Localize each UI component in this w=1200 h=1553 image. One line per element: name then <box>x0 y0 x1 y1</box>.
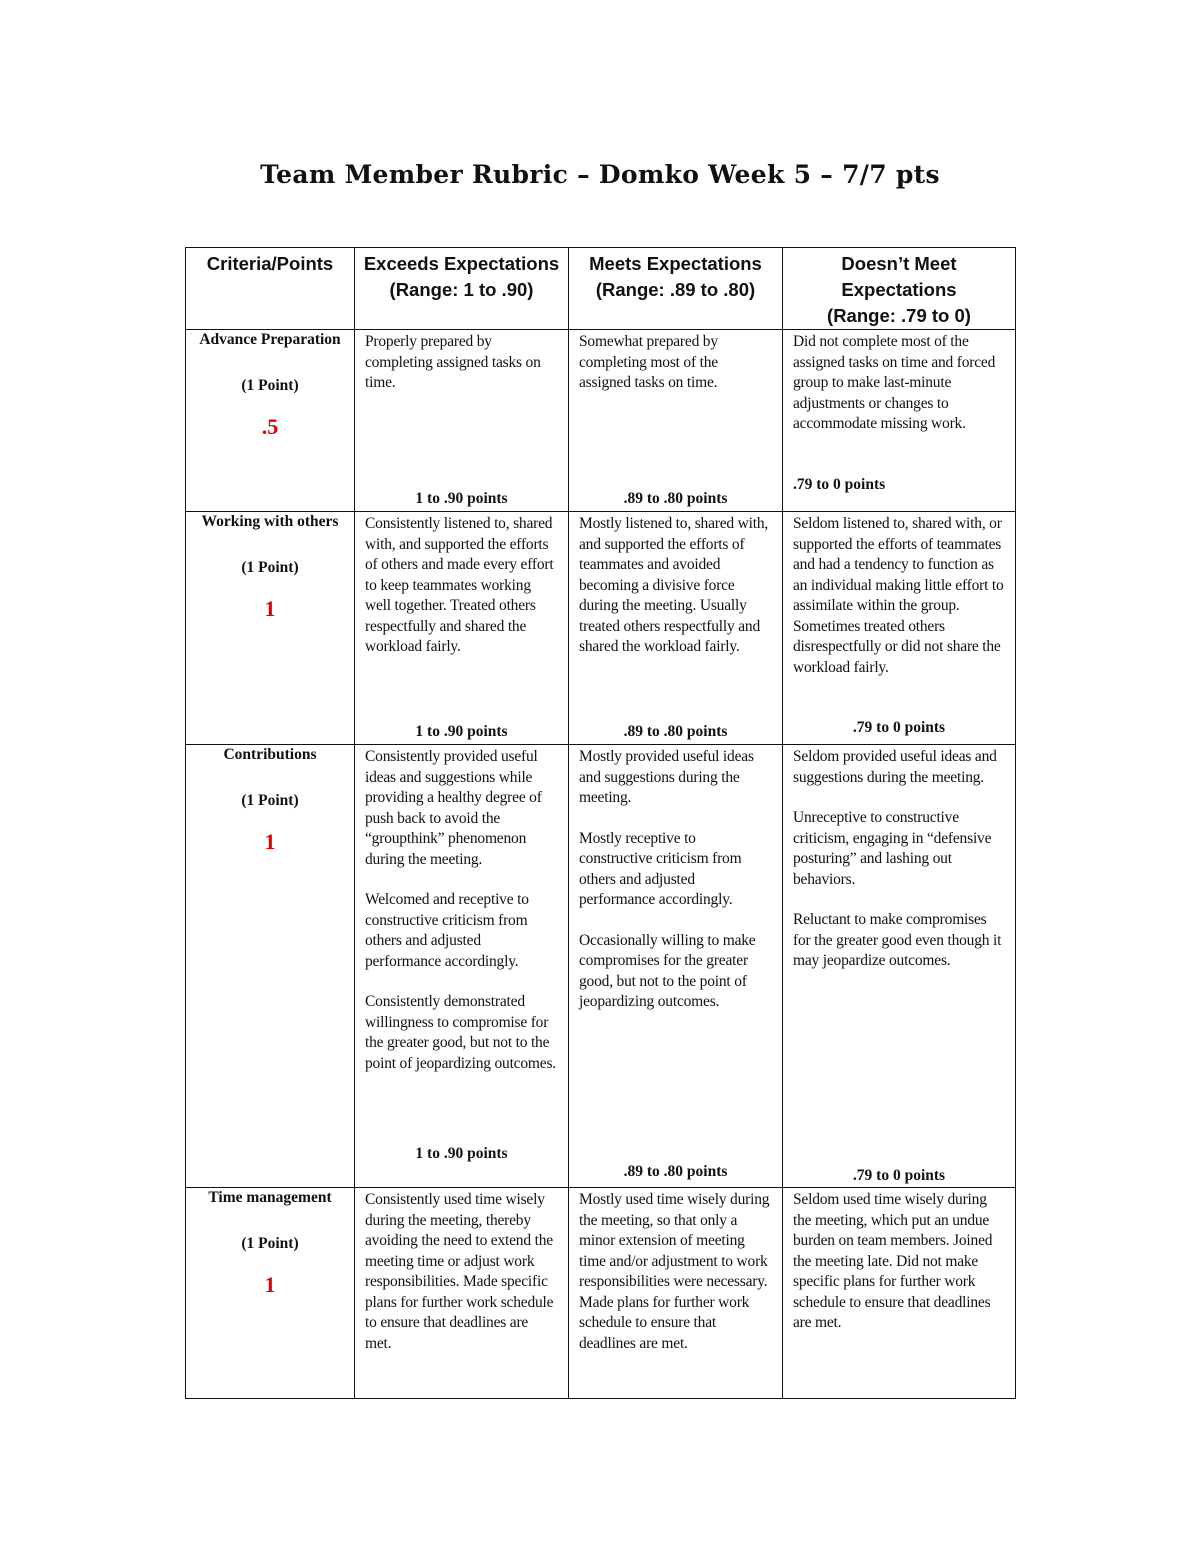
criterion-name: Working with others <box>201 513 339 530</box>
header-line: Exceeds Expectations <box>363 253 560 274</box>
meets-cell <box>569 1188 783 1399</box>
points-range: .89 to .80 points <box>623 1163 728 1180</box>
points-range: .79 to 0 points <box>852 1167 946 1184</box>
header-line: (Range: 1 to .90) <box>389 279 534 300</box>
header-line: (Range: .79 to 0) <box>827 305 971 326</box>
table-row <box>186 330 1016 512</box>
criterion-cell <box>186 512 355 745</box>
description-text: Mostly provided useful ideas and suggestions during the meeting. <box>579 748 754 806</box>
rubric-table <box>185 247 1016 1399</box>
header-line: Expectations <box>841 279 957 300</box>
header-line: Criteria/Points <box>206 253 334 274</box>
description-text: Consistently demonstrated willingness to compromise for the greater good, but not to the point of jeopardizing outcomes. <box>365 993 556 1072</box>
description-text: Mostly used time wisely during the meeting, so that only a minor extension of meeting time and/or adjustment to work responsibilities were necessary. Made plans for further work schedule to ensure that deadlines are met. <box>579 1191 770 1352</box>
criterion-cell <box>186 745 355 1188</box>
exceeds-cell <box>355 330 569 512</box>
header-line: (Range: .89 to .80) <box>595 279 756 300</box>
description-text: Seldom listened to, shared with, or supported the efforts of teammates and had a tendency to function as an individual making little effort to assimilate within the group. Sometimes treated others disrespectfully or did not share the workload fairly. <box>793 515 1004 676</box>
meets-cell <box>569 745 783 1188</box>
criterion-points: (1 Point) <box>241 558 299 576</box>
description-text: Mostly listened to, shared with, and supported the efforts of teammates and avoided becoming a divisive force during the meeting. Usually treated others respectfully and shared the workload fairly. <box>579 515 769 655</box>
header-meets <box>569 248 783 330</box>
header-doesnt <box>783 248 1016 330</box>
criterion-score: 1 <box>264 1272 276 1297</box>
description-text: Consistently listened to, shared with, and supported the efforts of others and made every effort to keep teammates working well together. Treated others respectfully and shared the workload fairly. <box>365 515 554 655</box>
description-text: Consistently provided useful ideas and suggestions while providing a healthy degree of push back to avoid the “groupthink” phenomenon during the meeting. <box>365 748 542 868</box>
criterion-name: Time management <box>208 1189 332 1206</box>
points-range: 1 to .90 points <box>415 723 508 740</box>
description-text: Seldom provided useful ideas and suggestions during the meeting. <box>793 748 997 786</box>
criterion-cell <box>186 330 355 512</box>
criterion-score: 1 <box>264 596 276 621</box>
description-text: Mostly receptive to constructive criticism from others and adjusted performance accordingly. <box>579 829 742 908</box>
doesnt-cell <box>783 330 1016 512</box>
description-text: Consistently used time wisely during the meeting, thereby avoiding the need to extend the meeting time or adjust work responsibilities. Made specific plans for further work schedule to ensure that deadlines are met. <box>365 1191 554 1352</box>
header-line: Meets Expectations <box>589 253 762 274</box>
description-text: Somewhat prepared by completing most of the assigned tasks on time. <box>579 333 718 391</box>
description-text: Seldom used time wisely during the meeting, which put an undue burden on team members. Joined the meeting late. Did not make specific plans for further work schedule to ensure that deadlines are met. <box>793 1191 993 1331</box>
exceeds-cell <box>355 745 569 1188</box>
description-text: Reluctant to make compromises for the greater good even though it may jeopardize outcomes. <box>793 911 1002 969</box>
table-row <box>186 1188 1016 1399</box>
points-range: .79 to 0 points <box>793 476 886 493</box>
points-range: .79 to 0 points <box>852 719 946 736</box>
header-row <box>186 248 1016 330</box>
header-exceeds <box>355 248 569 330</box>
meets-cell <box>569 512 783 745</box>
points-range: .89 to .80 points <box>623 490 728 507</box>
criterion-score: .5 <box>261 414 279 439</box>
points-range: 1 to .90 points <box>415 490 508 507</box>
exceeds-cell <box>355 1188 569 1399</box>
points-range: 1 to .90 points <box>415 1145 508 1162</box>
header-criteria <box>186 248 355 330</box>
description-text: Did not complete most of the assigned tasks on time and forced group to make last-minute adjustments or changes to accommodate missing work. <box>793 333 996 432</box>
description-text: Occasionally willing to make compromises for the greater good, but not to the point of jeopardizing outcomes. <box>579 931 756 1010</box>
criterion-cell <box>186 1188 355 1399</box>
criterion-points: (1 Point) <box>241 376 299 394</box>
doesnt-cell <box>783 745 1016 1188</box>
criterion-points: (1 Point) <box>241 791 299 809</box>
criterion-points: (1 Point) <box>241 1234 299 1252</box>
table-row <box>186 512 1016 745</box>
criterion-name: Contributions <box>223 746 317 763</box>
description-text: Welcomed and receptive to constructive criticism from others and adjusted performance accordingly. <box>365 891 529 970</box>
header-line: Doesn’t Meet <box>841 253 957 274</box>
description-text: Properly prepared by completing assigned tasks on time. <box>365 333 541 391</box>
table-row <box>186 745 1016 1188</box>
meets-cell <box>569 330 783 512</box>
page-title: Team Member Rubric – Domko Week 5 – 7/7 pts <box>260 160 940 189</box>
description-text: Unreceptive to constructive criticism, engaging in “defensive posturing” and lashing out behaviors. <box>793 809 992 888</box>
criterion-name: Advance Preparation <box>199 331 341 348</box>
criterion-score: 1 <box>264 829 276 854</box>
doesnt-cell <box>783 1188 1016 1399</box>
doesnt-cell <box>783 512 1016 745</box>
points-range: .89 to .80 points <box>623 723 728 740</box>
exceeds-cell <box>355 512 569 745</box>
